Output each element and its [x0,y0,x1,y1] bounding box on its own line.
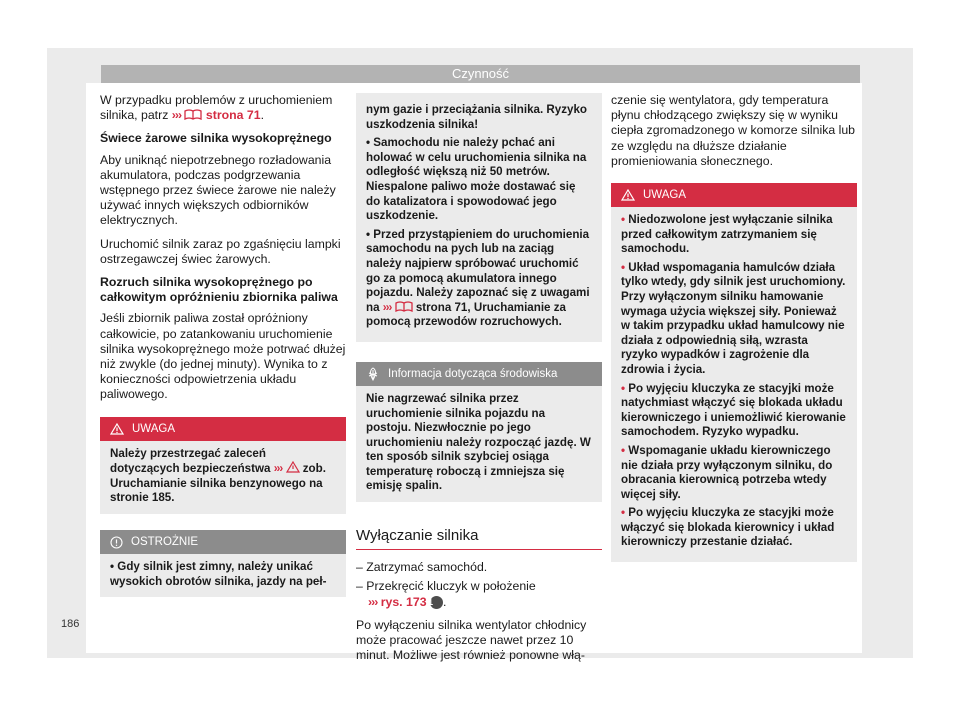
ref-arrows: ››› [171,108,182,123]
warning-header: UWAGA [611,183,857,207]
page-number: 186 [61,618,80,630]
environment-box [356,362,602,502]
ref-text[interactable]: strona 71, Uruchamianie za pomocą przewodów rozruchowych. [366,300,566,329]
paragraph: czenie się wentylatora, gdy temperatura płynu chłodzącego zwiększy się w wyniku ciepła zgromadzonego w komorze silnika lub ze względu na dłuższe działanie promieniowania słonecznego. [611,93,856,168]
list-item: • Wspomaganie układu kierowniczego nie działa przy wyłączonym silniku, do obracania kierownicą potrzeba wtedy więcej siły. [621,443,833,501]
caution-box [100,530,346,597]
caution-header: OSTROŻNIE [100,530,346,554]
warning-triangle-icon [621,189,635,201]
ref-arrows: ››› [382,300,392,314]
list-item: • Układ wspomagania hamulców działa tylko wtedy, gdy silnik jest uruchomiony. Przy wyłączonym silniku hamowanie wymaga użycia większej siły. Ponieważ w takim przypadku układ hamulcowy nie działa z odpowiednią siłą, wzrasta ryzyko wypadków i zagrożenie dla zdrowia i życia. [621,260,846,376]
info-circle-icon [110,536,123,549]
warning-triangle-icon [110,423,124,435]
step-item: – Zatrzymać samochód. [356,560,488,575]
warning-body: Należy przestrzegać zaleceń dotyczących bezpieczeństwa ››› zob. Uruchamianie silnika benzynowego na stronie 185. [110,446,326,505]
book-icon [395,301,413,312]
warning-box [611,183,857,562]
warning-header: UWAGA [100,417,346,441]
ref-text[interactable]: zob. Uruchamianie silnika benzynowego na stronie 185. [110,462,326,505]
caution-body: • Gdy silnik jest zimny, należy unikać wysokich obrotów silnika, jazdy na peł- [110,560,327,588]
caution-body: nym gazie i przeciążania silnika. Ryzyko uszkodzenia silnika! • Samochodu nie należy pchać ani holować w celu uruchomienia silnika na odległość większą niż 50 metrów. Niespalone paliwo może dostawać się do katalizatora i spowodować jego uszkodzenie. • Przed przystąpieniem do uruchomienia samochodu na pych lub na zaciąg należy najpierw spróbować uruchomić go za pomocą akumulatora innego pojazdu. Należy zapoznać się z uwagami na ››› strona 71, Uruchamianie za pomocą przewodów rozruchowych. [356,93,602,342]
ref-arrows: ››› [273,462,283,476]
list-item: • Po wyjęciu kluczyka ze stacyjki może natychmiast włączyć się blokada układu kierowniczego i uniemożliwić kierowanie samochodem. Ryzyko wypadku. [621,381,846,439]
intro-paragraph: W przypadku problemów z uruchomieniem silnika, patrz ››› strona 71. [100,93,333,123]
book-icon [184,109,202,120]
list-item: • Po wyjęciu kluczyka ze stacyjki może włączyć się blokada kierownicy i układ kierowniczy przestanie działać. [621,506,835,549]
position-number-badge: 1 [430,596,443,609]
environment-header: Informacja dotycząca środowiska [356,362,602,386]
step-item: – Przekręcić kluczyk w położenie ››› rys. 173 1 . [356,579,536,609]
section-title-engine-off: Wyłączanie silnika [356,528,602,550]
environment-body: Nie nagrzewać silnika przez uruchomienie silnika pojazdu na postoju. Niezwłocznie po jego uruchomieniu należy rozpocząć jazdę. W ten sposób silnik szybciej osiąga temperaturę roboczą i zmniejsza się emisję spalin. [366,391,591,493]
paragraph: Po wyłączeniu silnika wentylator chłodnicy może pracować jeszcze nawet przez 10 minut. Możliwe jest również ponowne włą- [356,617,587,663]
column-1 [100,93,346,597]
figure-ref-link[interactable]: rys. 173 [380,594,427,609]
paragraph: Uruchomić silnik zaraz po zgaśnięciu lampki ostrzegawczej świec żarowych. [100,236,341,266]
list-item: • Samochodu nie należy pchać ani holować w celu uruchomienia silnika na odległość większą niż 50 metrów. Niespalone paliwo może dostawać się do katalizatora i spowodować jego uszkodzenie. [366,136,587,223]
warning-box [100,417,346,514]
page-header: Czynność [101,65,860,83]
warning-triangle-icon [286,461,300,473]
page-ref-link[interactable]: strona 71 [205,108,261,123]
list-item: • Niedozwolone jest wyłączanie silnika przed całkowitym zatrzymaniem się samochodu. [621,213,833,256]
column-2 [356,93,602,671]
heading-empty-tank: Rozruch silnika wysokoprężnego po całkowitym opróżnieniu zbiornika paliwa [100,275,338,305]
caution-box-continued [356,93,602,342]
leaf-icon [366,367,380,381]
paragraph: Jeśli zbiornik paliwa został opróżniony całkowicie, po zatankowaniu uruchomienie silnika wysokoprężnego może potrwać dłużej niż zwykle (do jednej minuty). Wynika to z konieczności odpowietrzenia układu paliwowego. [100,311,346,402]
warning-body [611,207,857,562]
ref-arrows: ››› [368,594,378,609]
content-area [86,83,862,663]
paragraph: Aby uniknąć niepotrzebnego rozładowania akumulatora, podczas podgrzewania wstępnego przez świece żarowe nie należy używać innych większych odbiorników elektrycznych. [100,152,336,228]
column-3 [611,93,857,562]
heading-glow-plugs: Świece żarowe silnika wysokoprężnego [100,131,332,146]
list-item: • Przed przystąpieniem do uruchomienia samochodu na pych lub na zaciąg należy najpierw spróbować uruchomić go za pomocą akumulatora innego pojazdu. Należy zapoznać się z uwagami na ››› strona 71, Uruchamianie za pomocą przewodów rozruchowych. [366,227,590,329]
